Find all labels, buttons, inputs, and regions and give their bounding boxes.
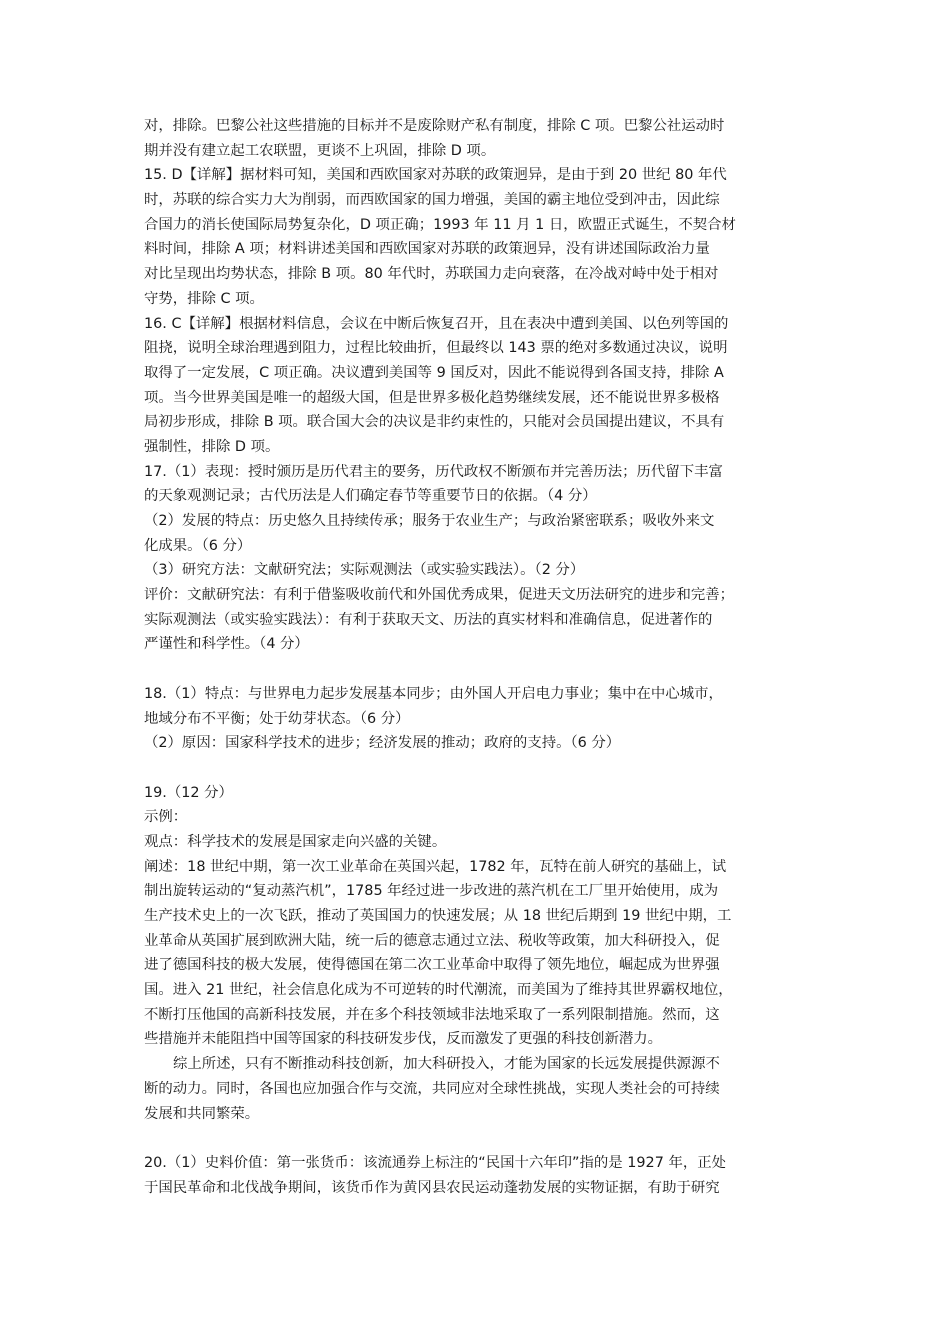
text-line: 断的动力。同时，各国也应加强合作与交流，共同应对全球性挑战，实现人类社会的可持续: [144, 1080, 720, 1097]
blank-line: [144, 657, 808, 682]
text-line: 生产技术史上的一次飞跃，推动了英国国力的快速发展；从 18 世纪后期到 19 世纪中期，工: [144, 908, 732, 924]
text-line: （2）原因：国家科学技术的进步；经济发展的推动；政府的支持。（6 分）: [144, 735, 621, 752]
text-line: 示例：: [144, 809, 188, 826]
text-line: 的天象观测记录；古代历法是人们确定春节等重要节日的依据。（4 分）: [144, 488, 597, 505]
text-line: 17.（1）表现：授时颁历是历代君主的要务，历代政权不断颁布并完善历法；历代留下丰富: [144, 463, 723, 480]
text-line: （2）发展的特点：历史悠久且持续传承；服务于农业生产；与政治紧密联系；吸收外来文: [144, 513, 715, 529]
text-line: 些措施并未能阻挡中国等国家的科技研发步伐，反而激发了更强的科技创新潜力。: [144, 1031, 663, 1048]
text-line: 阐述：18 世纪中期，第一次工业革命在英国兴起，1782 年，瓦特在前人研究的基础上，试: [144, 858, 727, 875]
text-line: 制出旋转运动的“复动蒸汽机”，1785 年经过进一步改进的蒸汽机在工厂里开始使用，成为: [144, 883, 719, 900]
text-line: 料时间，排除 A 项；材料讲述美国和西欧国家对苏联的政策迥异，没有讲述国际政治力量: [144, 241, 710, 258]
text-line: 取得了一定发展，C 项正确。决议遭到美国等 9 国反对，因此不能说得到各国支持，排除 A: [144, 364, 724, 381]
text-line: 不断打压他国的高新科技发展，并在多个科技领域非法地采取了一系列限制措施。然而，这: [144, 1006, 720, 1023]
text-line: 局初步形成，排除 B 项。联合国大会的决议是非约束性的，只能对会员国提出建议，不具有: [144, 414, 725, 431]
text-line: 化成果。（6 分）: [144, 537, 252, 554]
blank-line: [144, 1126, 808, 1151]
text-line: 评价：文献研究法：有利于借鉴吸收前代和外国优秀成果，促进天文历法研究的进步和完善；: [144, 587, 735, 604]
text-line: 阻挠，说明全球治理遇到阻力，过程比较曲折，但最终以 143 票的绝对多数通过决议，说明: [144, 340, 728, 357]
blank-line: [144, 756, 808, 781]
text-line: 对，排除。巴黎公社这些措施的目标并不是废除财产私有制度，排除 C 项。巴黎公社运动时: [144, 118, 725, 134]
text-line: 严谨性和科学性。（4 分）: [144, 636, 309, 653]
text-line: 国。进入 21 世纪，社会信息化成为不可逆转的时代潮流，而美国为了维持其世界霸权地位，: [144, 982, 733, 999]
text-line: 于国民革命和北伐战争期间，该货币作为黄冈县农民运动蓬勃发展的实物证据，有助于研究: [144, 1179, 720, 1196]
text-line: 进了德国科技的极大发展，使得德国在第二次工业革命中取得了领先地位，崛起成为世界强: [144, 957, 720, 974]
text-line: 期并没有建立起工农联盟，更谈不上巩固，排除 D 项。: [144, 142, 496, 159]
text-line: 20.（1）史料价值：第一张货币：该流通券上标注的“民国十六年印”指的是 1927 年，正处: [144, 1154, 727, 1171]
text-line: 地域分布不平衡；处于幼芽状态。（6 分）: [144, 710, 410, 727]
text-line: （3）研究方法：文献研究法；实际观测法（或实验实践法）。（2 分）: [144, 562, 585, 579]
text-line: 19.（12 分）: [144, 784, 233, 801]
text-line: 对比呈现出均势状态，排除 B 项。80 年代时，苏联国力走向衰落，在冷战对峙中处于相对: [144, 266, 719, 283]
document-body: [144, 114, 808, 1200]
text-line: 业革命从英国扩展到欧洲大陆，统一后的德意志通过立法、税收等政策，加大科研投入，促: [144, 932, 720, 949]
text-line: 时，苏联的综合实力大为削弱，而西欧国家的国力增强，美国的霸主地位受到冲击，因此综: [144, 192, 720, 209]
text-line: 16. C【详解】根据材料信息，会议在中断后恢复召开，且在表决中遭到美国、以色列等国的: [144, 315, 729, 332]
text-line: 强制性，排除 D 项。: [144, 438, 280, 455]
text-line: 18.（1）特点：与世界电力起步发展基本同步；由外国人开启电力事业；集中在中心城市，: [144, 685, 723, 702]
text-line: 项。当今世界美国是唯一的超级大国，但是世界多极化趋势继续发展，还不能说世界多极格: [144, 389, 720, 406]
text-line: 实际观测法（或实验实践法）：有利于获取天文、历法的真实材料和准确信息，促进著作的: [144, 611, 713, 628]
text-line: 观点：科学技术的发展是国家走向兴盛的关键。: [144, 833, 447, 850]
text-line: 综上所述，只有不断推动科技创新，加大科研投入，才能为国家的长远发展提供源源不: [173, 1056, 720, 1073]
text-line: 发展和共同繁荣。: [144, 1105, 260, 1122]
text-line: 15. D【详解】据材料可知，美国和西欧国家对苏联的政策迥异，是由于到 20 世纪 80 年代: [144, 167, 727, 184]
text-line: 合国力的消长使国际局势复杂化，D 项正确；1993 年 11 月 1 日，欧盟正式诞生，不契合材: [144, 216, 736, 233]
text-line: 守势，排除 C 项。: [144, 290, 264, 307]
